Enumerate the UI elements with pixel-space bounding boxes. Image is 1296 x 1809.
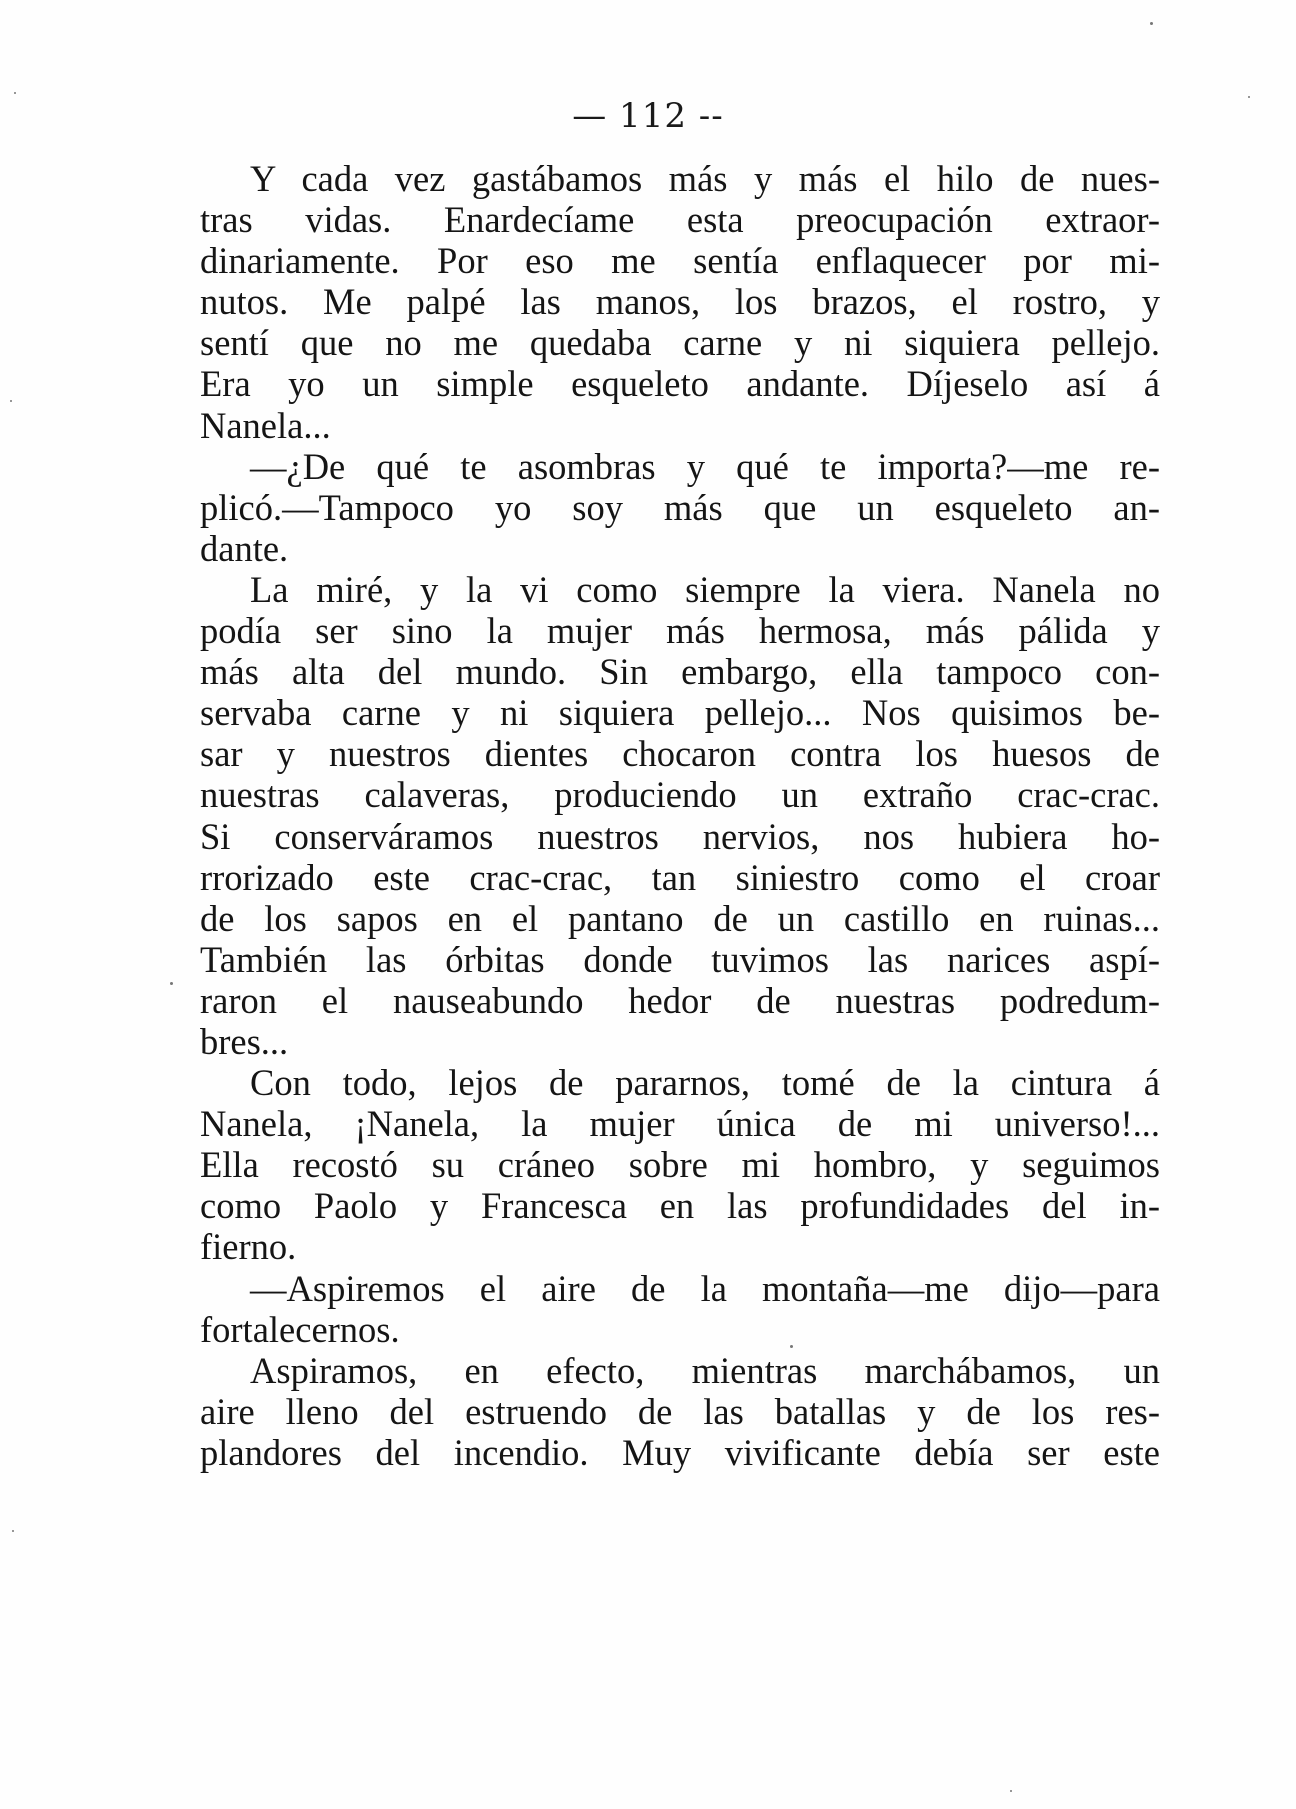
text-line: Nanela... (200, 404, 331, 446)
text-line: rrorizado este crac-crac, tan siniestro como el croar (200, 856, 1160, 898)
scan-speck (1150, 22, 1153, 25)
body-text (200, 158, 1160, 1473)
text-line: nutos. Me palpé las manos, los brazos, el rostro, y (200, 281, 1160, 323)
scan-speck (1248, 96, 1250, 98)
scan-speck (170, 982, 173, 985)
text-line: Ella recostó su cráneo sobre mi hombro, y seguimos (200, 1144, 1160, 1186)
text-line: Con todo, lejos de pararnos, tomé de la cintura á (250, 1062, 1160, 1104)
text-line: También las órbitas donde tuvimos las narices aspí- (200, 938, 1160, 980)
scan-speck (790, 1345, 793, 1348)
text-line: Aspiramos, en efecto, mientras marchábamos, un (250, 1349, 1160, 1391)
text-line: nuestras calaveras, produciendo un extraño crac-crac. (200, 774, 1160, 816)
text-line: plandores del incendio. Muy vivificante debía ser este (200, 1431, 1160, 1473)
text-line: sentí que no me quedaba carne y ni siquiera pellejo. (200, 322, 1160, 364)
text-line: —Aspiremos el aire de la montaña—me dijo—para (250, 1267, 1160, 1309)
scan-speck (12, 1530, 14, 1532)
text-line: fierno. (200, 1226, 297, 1268)
scan-speck (10, 400, 12, 402)
text-line: dinariamente. Por eso me sentía enflaquecer por mi- (200, 240, 1160, 282)
text-line: bres... (200, 1020, 289, 1062)
text-line: Si conserváramos nuestros nervios, nos hubiera ho- (200, 815, 1160, 857)
text-line: —¿De qué te asombras y qué te importa?—me re- (250, 445, 1160, 487)
text-line: Y cada vez gastábamos más y más el hilo de nues- (250, 158, 1160, 199)
scan-speck (1010, 1790, 1012, 1792)
text-line: sar y nuestros dientes chocaron contra los huesos de (200, 733, 1160, 775)
text-line: Nanela, ¡Nanela, la mujer única de mi universo!... (200, 1103, 1160, 1145)
text-line: podía ser sino la mujer más hermosa, más pálida y (200, 610, 1160, 652)
text-line: de los sapos en el pantano de un castillo en ruinas... (200, 897, 1160, 939)
text-line: más alta del mundo. Sin embargo, ella tampoco con- (200, 651, 1160, 693)
text-line: servaba carne y ni siquiera pellejo... Nos quisimos be- (200, 692, 1160, 734)
text-line: raron el nauseabundo hedor de nuestras podredum- (200, 979, 1160, 1021)
text-line: tras vidas. Enardecíame esta preocupación extraor- (200, 199, 1160, 241)
page-number: — 112 -- (572, 96, 724, 136)
text-line: Era yo un simple esqueleto andante. Díjeselo así á (200, 363, 1160, 405)
text-line: La miré, y la vi como siempre la viera. Nanela no (250, 568, 1160, 610)
text-line: plicó.—Tampoco yo soy más que un esqueleto an- (200, 486, 1160, 528)
text-line: como Paolo y Francesca en las profundidades del in- (200, 1185, 1160, 1227)
text-line: aire lleno del estruendo de las batallas y de los res- (200, 1390, 1160, 1432)
text-line: fortalecernos. (200, 1308, 400, 1350)
text-line: dante. (200, 527, 289, 569)
scan-speck (14, 92, 16, 94)
